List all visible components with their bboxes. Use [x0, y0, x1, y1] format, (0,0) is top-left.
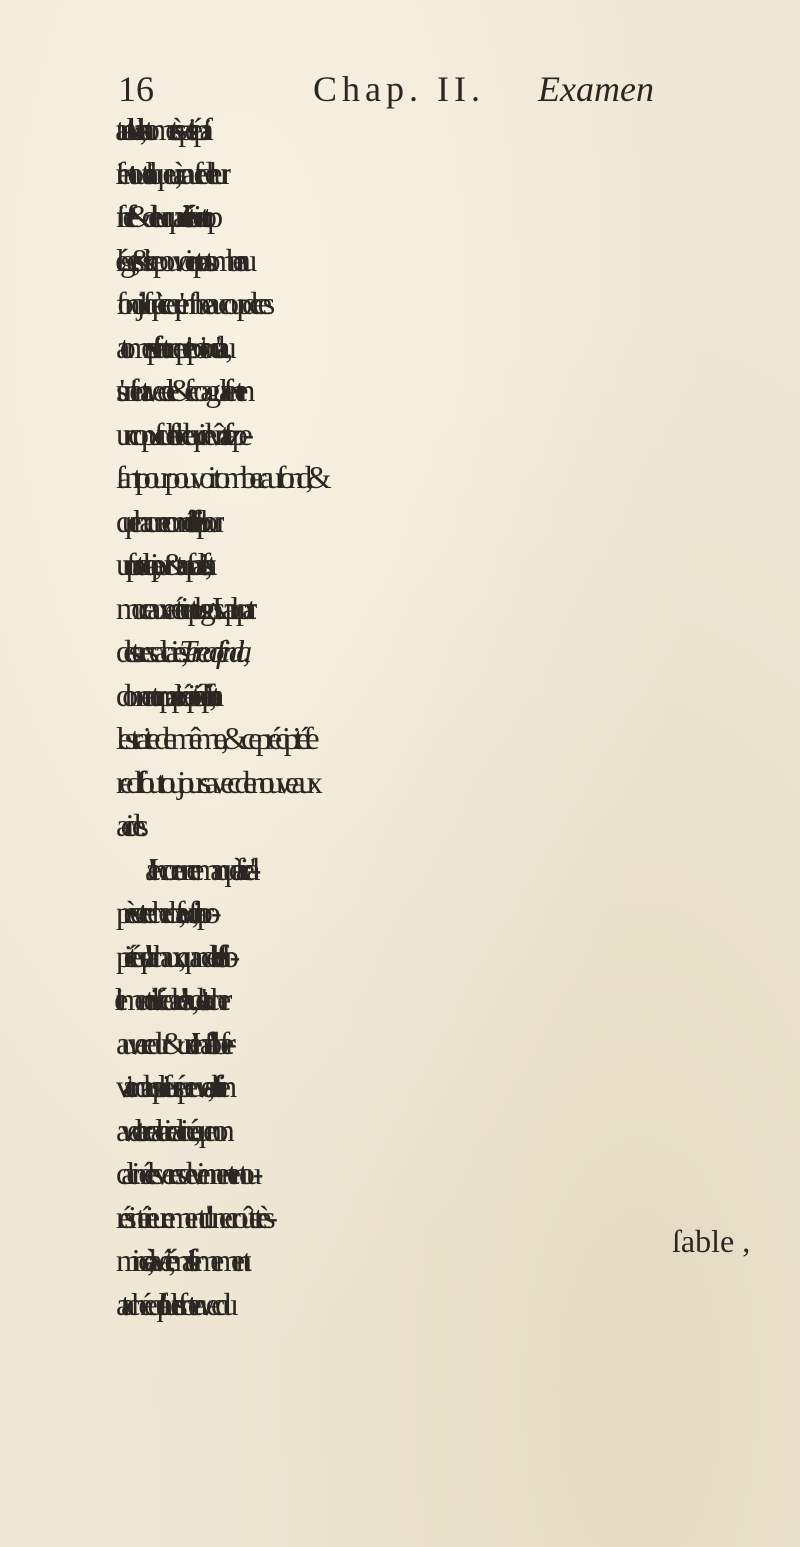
text-line: J'ai encore une remarque à faire d'a-	[146, 850, 252, 887]
text-line: morceaux en étoient plus gros. La plupart	[116, 589, 247, 626]
text-run: des terres calcaires ,	[116, 633, 180, 669]
text-line: rediſſout toujours avec de nouveaux	[116, 763, 316, 800]
text-line: légers , & ils ne pouvoient pas tomber au	[116, 241, 248, 278]
text-line: fond juſqu'à ce qu'enfin beaucoup de ces	[116, 285, 267, 321]
text-line: fineſſe & de leur quantité. Ils étoient trop	[116, 198, 214, 234]
text-line: vation dans pluſieurs épreuves, auſſi-bien	[116, 1068, 228, 1104]
text-line: donnent un pareil précipité de ſpat , ſi on	[116, 676, 215, 713]
text-line: que chacun reconnoîtroit à l'œil ſeul pour	[116, 502, 215, 539]
body-text	[116, 108, 796, 1326]
text-line: mince , à la vérité , mais ſi fermement	[116, 1242, 243, 1278]
text-line: s'uniſſent avec elle & ſe coagulaſſent en	[116, 372, 247, 408]
text-line: ſirent toute la liqueur , à cauſe de leur	[116, 154, 222, 191]
text-line: calcinée : les verres deviennent entou-	[116, 1155, 255, 1191]
chapter-label: Chap. II.	[313, 69, 485, 109]
text-line: un corpuſcule ſolide qui devînt aſſez pe-	[116, 415, 245, 452]
text-line: ſant pour pouvoir tomber au fond , &	[116, 459, 325, 495]
running-header	[118, 66, 718, 112]
text-line: acides.	[116, 807, 139, 843]
text-line: atomes priſſent une petite portion d'eau ,	[116, 328, 224, 365]
text-line: près cette recherche , ſavoir , ſur la pro-	[116, 894, 213, 930]
italic-latin-term: Terrea officinalia	[179, 633, 244, 669]
text-line: rés intérieurement d'une croûte très-	[116, 1198, 270, 1235]
text-line: attachée qu'il faut les frotter avec du	[116, 1285, 230, 1322]
text-line: un ſpat calcaire, pur & tranſparent , ſi les	[116, 546, 204, 582]
text-line: au verre dur & uni. J'en ai fait l'obſer-	[116, 1024, 228, 1061]
header-title: Examen	[538, 69, 654, 109]
text-line: tilement diviſée dans l'eau , de s'attacher	[116, 981, 223, 1017]
text-line: avec la terre calcaire calcinée , que non	[116, 1111, 226, 1148]
text-line: les traite de même , & ce précipité ſe	[116, 720, 313, 756]
text-line: tant alkalin , les atomes très-petitsépaiſ-	[116, 111, 203, 147]
text-line: priété qu'a la chaux, quand elle eſt ſub-	[116, 937, 231, 974]
text-line	[116, 630, 796, 674]
page-number: 16	[118, 69, 154, 109]
catchword: ſable ,	[672, 1223, 751, 1259]
